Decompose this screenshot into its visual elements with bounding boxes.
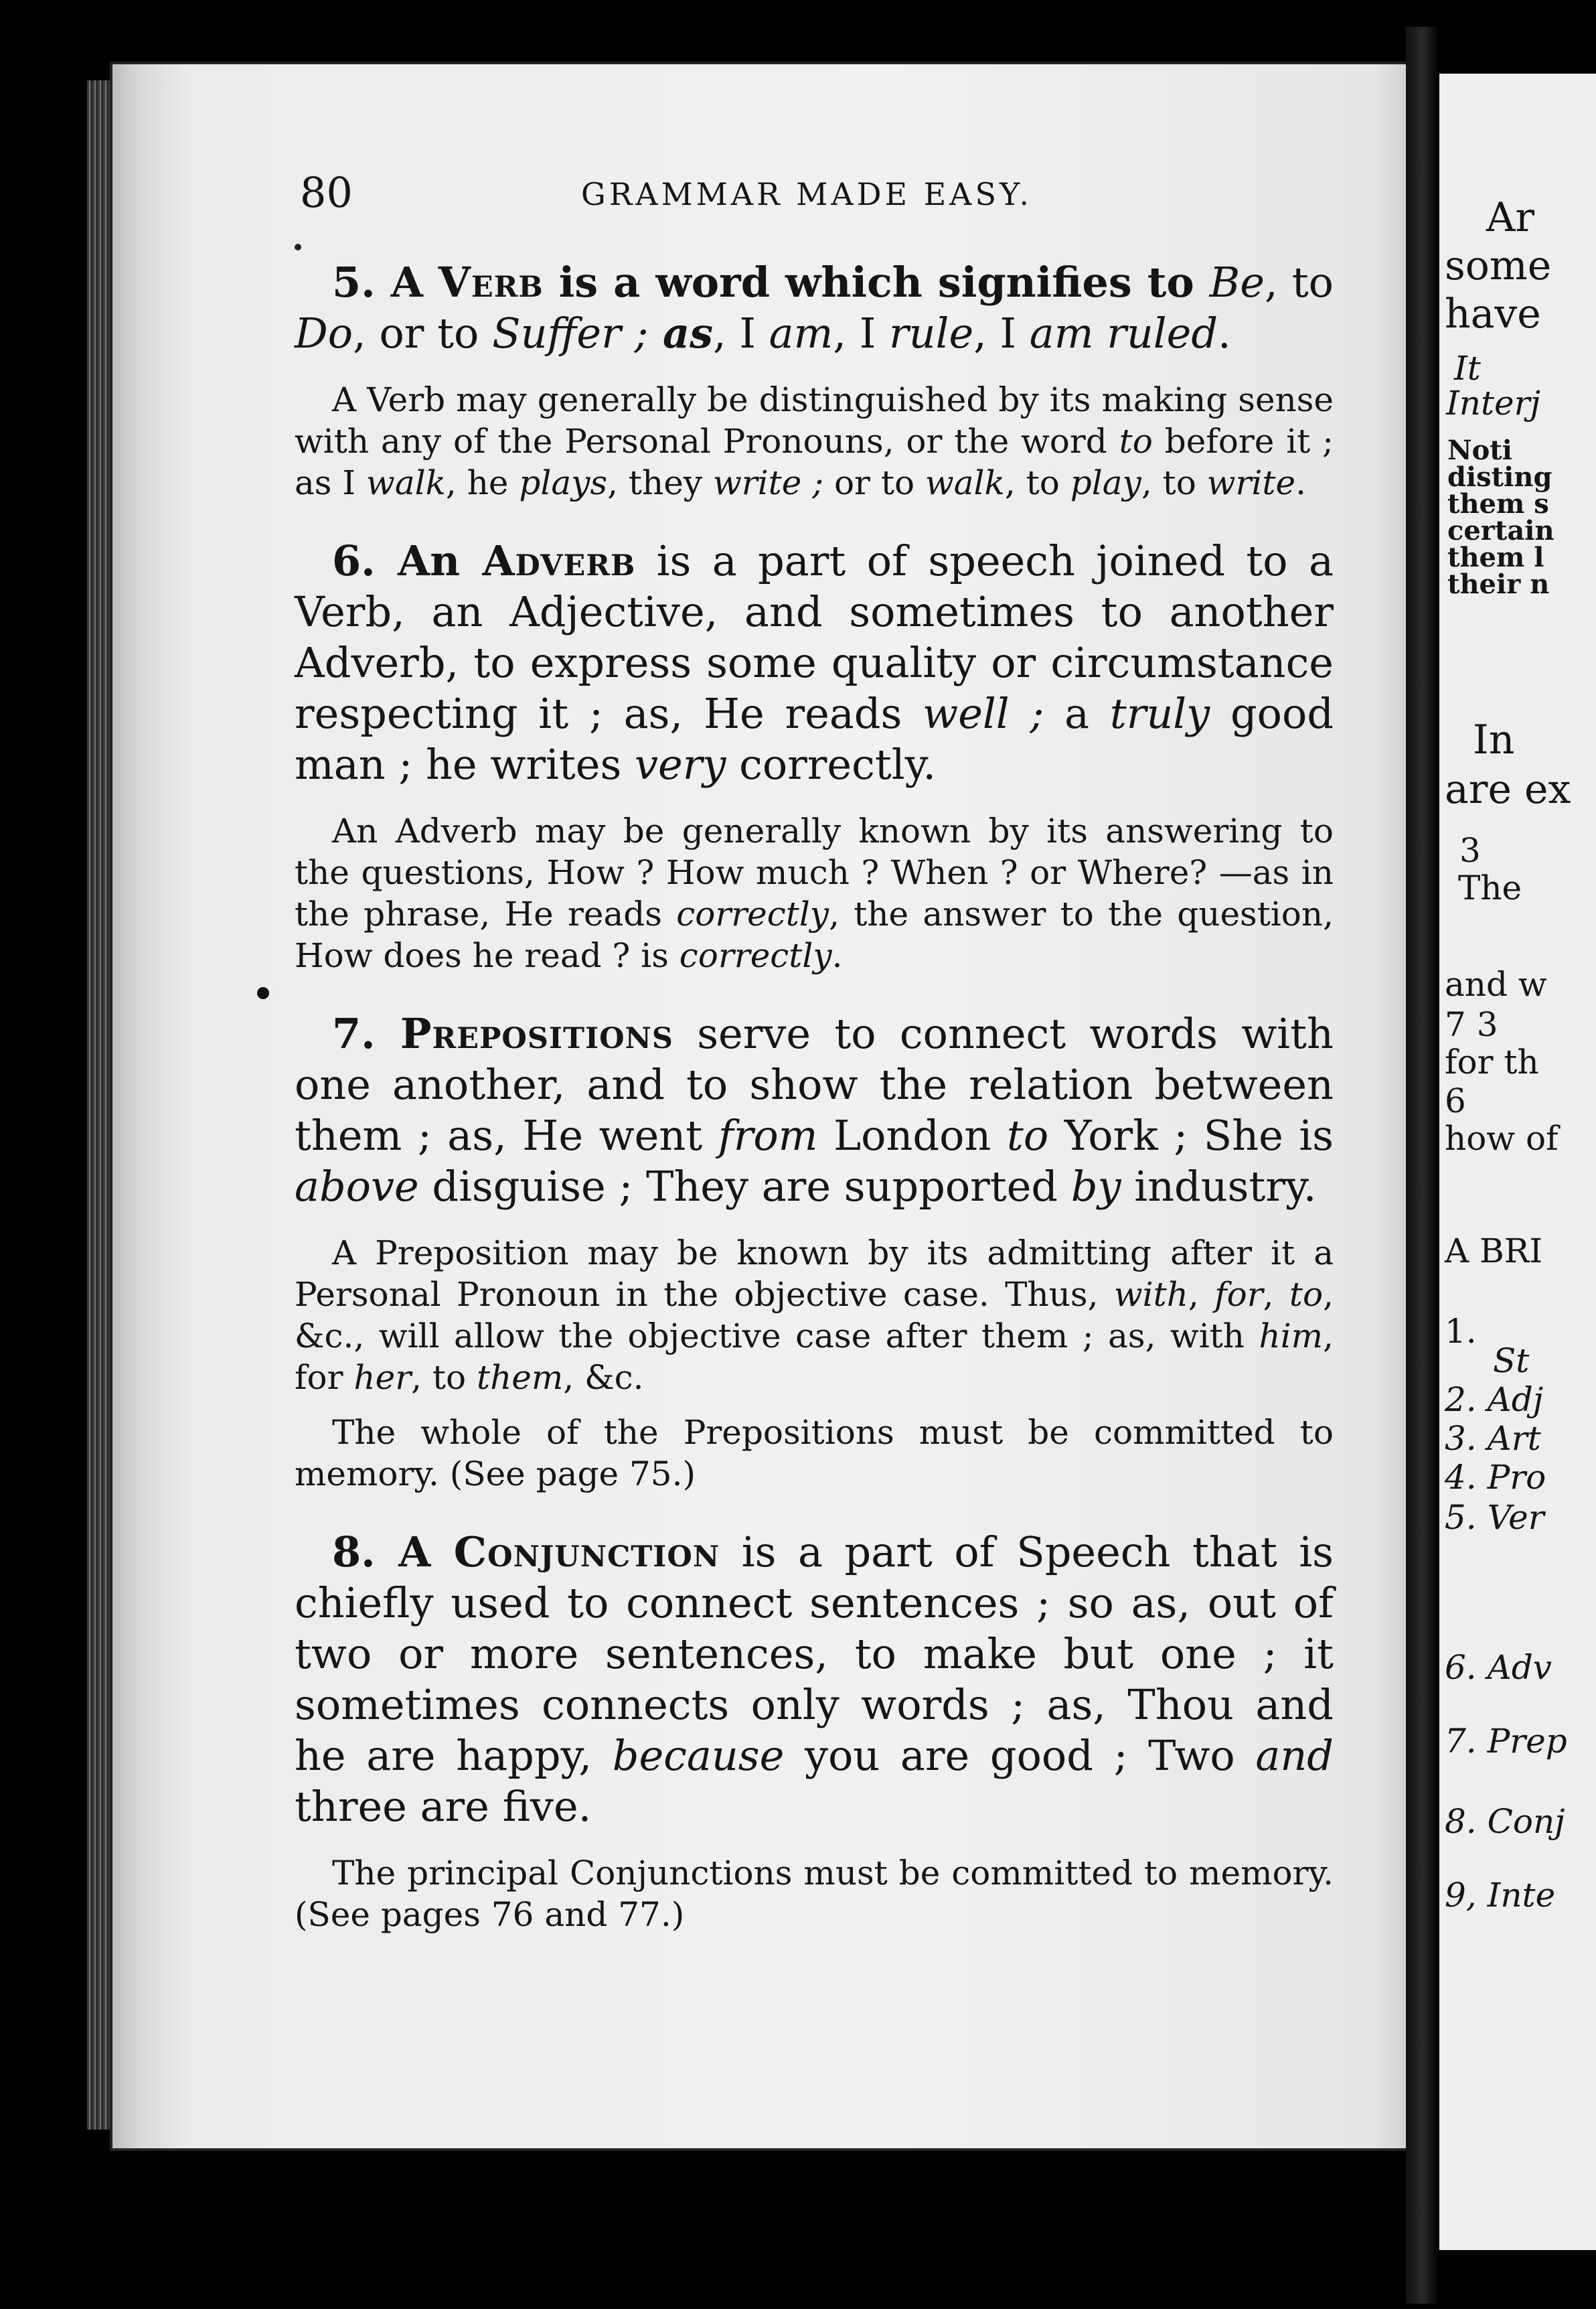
page-header: [300, 166, 1371, 220]
right-page-fragment: and w: [1445, 965, 1547, 1004]
right-page-fragment: for th: [1445, 1043, 1539, 1082]
note-conjunctions-memory: The principal Conjunctions must be committed to memory. (See pages 76 and 77.): [295, 1854, 1334, 1934]
right-page-fragment: St: [1493, 1341, 1530, 1380]
right-page-fragment: It: [1454, 349, 1481, 388]
definition-conjunction: 8. A Conjunction is a part of Speech that is chiefly used to connect sentences ; so as, out of two or more sentences, to make but one ; it sometimes connects only words ; as, Thou and he are happy, because you are good ; Two and three are five.: [295, 1528, 1334, 1831]
note-verb: A Verb may generally be distinguished by its making sense with any of the Personal Pronouns, or the word to before it ; as I walk, he plays, they write ; or to walk, to play, to write.: [295, 380, 1334, 502]
term-verb: Verb: [438, 258, 544, 307]
right-page-fragment: Noti: [1447, 435, 1512, 466]
definition-prepositions: 7. Prepositions serve to connect words with one another, and to show the relation between them ; as, He went from London to York ; She is above disguise ; They are supported by industry.: [295, 1009, 1334, 1211]
running-head: GRAMMAR MADE EASY.: [581, 176, 1033, 212]
right-page-fragment: Ar: [1486, 194, 1535, 241]
right-page-fragment: how of: [1445, 1119, 1559, 1158]
right-page-fragment: 3. Art: [1445, 1419, 1541, 1458]
right-page-fragment: 1.: [1445, 1312, 1477, 1351]
page-body: [295, 257, 1334, 1967]
right-page-fragment: are ex: [1445, 766, 1571, 813]
note-prepositions-memory: The whole of the Prepositions must be committed to memory. (See page 75.): [295, 1413, 1334, 1493]
right-page-fragment: In: [1473, 717, 1515, 763]
right-page-fragment: 7 3: [1445, 1005, 1498, 1044]
right-page-fragment: them l: [1447, 542, 1544, 573]
note-adverb: An Adverb may be generally known by its answering to the questions, How ? How much ? When ? or Where? —as in the phrase, He reads correctly, the answer to the question, How does he read ? is correctly.: [295, 812, 1334, 975]
right-page-fragment: their n: [1447, 569, 1550, 600]
book-gutter: [1406, 27, 1439, 2304]
right-page-fragment: 9, Inte: [1445, 1876, 1556, 1915]
term-adverb: Adverb: [482, 536, 636, 585]
right-page-fragment: disting: [1447, 461, 1552, 493]
right-page-fragment: 2. Adj: [1445, 1380, 1544, 1419]
print-speck: [295, 244, 301, 250]
right-page-fragment: 4. Pro: [1445, 1458, 1546, 1497]
right-page-fragment: Interj: [1446, 384, 1541, 423]
right-page-fragment: 6. Adv: [1445, 1648, 1552, 1687]
margin-bullet-mark: [257, 987, 269, 999]
right-page-fragment: certain: [1447, 515, 1554, 546]
right-page-fragment: them s: [1447, 488, 1549, 520]
right-page-fragment: 7. Prep: [1445, 1722, 1567, 1761]
right-page-fragment: A BRI: [1445, 1232, 1543, 1270]
right-page-fragment: have: [1445, 291, 1541, 338]
note-prepositions: A Preposition may be known by its admitting after it a Personal Pronoun in the objective case. Thus, with, for, to, &c., will allow the objective case after them ; as, with him, for her, to them, &c.: [295, 1234, 1334, 1397]
right-page-fragment: The: [1458, 869, 1522, 907]
term-conjunction: Conjunction: [453, 1528, 720, 1576]
term-prepositions: Prepositions: [400, 1009, 673, 1058]
right-page-fragment: some: [1445, 242, 1552, 289]
right-page-fragment: 3: [1459, 831, 1481, 870]
right-page-fragment: 5. Ver: [1445, 1498, 1544, 1537]
right-page-fragment: 8. Conj: [1445, 1802, 1565, 1841]
definition-verb: 5. A Verb is a word which signifies to Be, to Do, or to Suffer ; as, I am, I rule, I am ruled.: [295, 258, 1334, 358]
right-page-fragment: 6: [1445, 1082, 1466, 1120]
definition-adverb: 6. An Adverb is a part of speech joined to a Verb, an Adjective, and sometimes to another Adverb, to express some quality or circumstance respecting it ; as, He reads well ; a truly good man ; he writes very correctly.: [295, 536, 1334, 789]
page-number: 80: [300, 168, 353, 217]
